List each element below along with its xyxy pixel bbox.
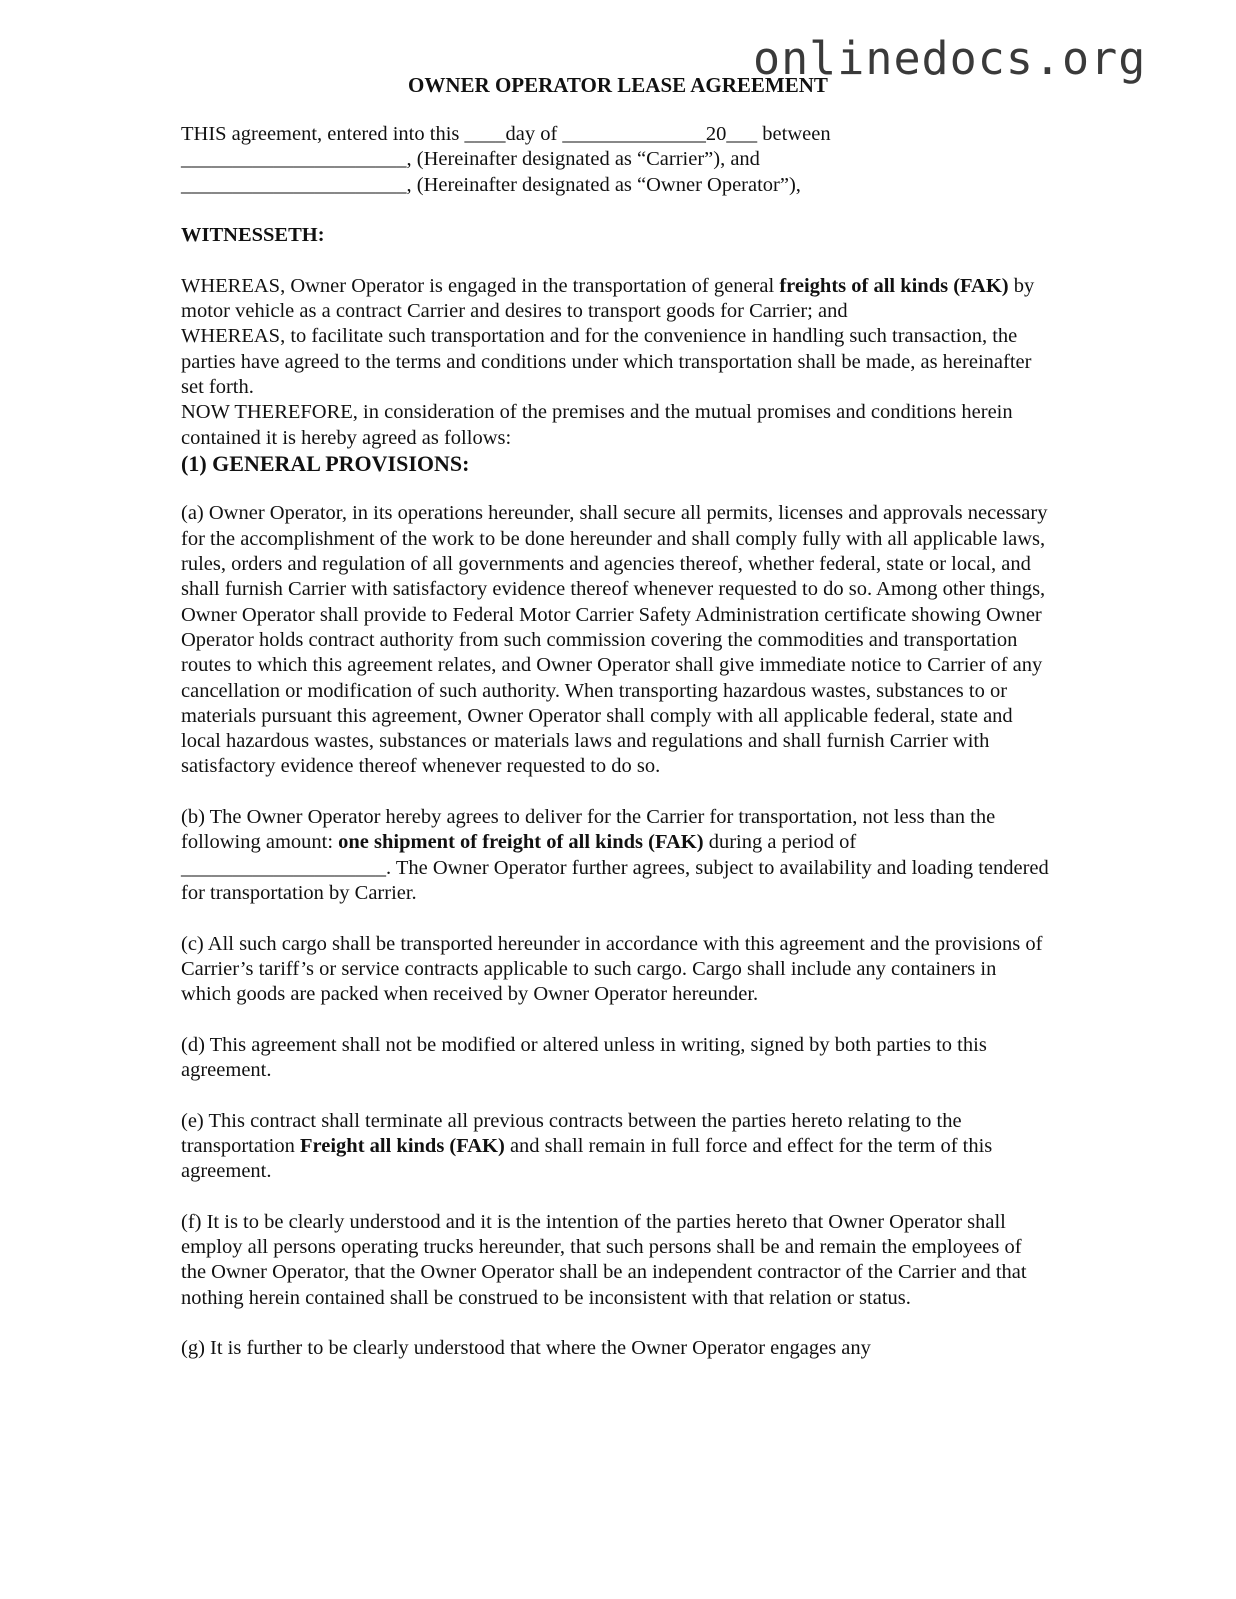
clause-f: (f) It is to be clearly understood and it is the intention of the parties hereto that Owner Operator shall employ all persons operating trucks hereunder, that such persons shall be and remain the employees of the Owner Operator, that the Owner Operator shall be an independent contractor of the Carrier and that nothing herein contained shall be construed to be inconsistent with that relation or status. [181, 1210, 1027, 1309]
clause-b: (b) The Owner Operator hereby agrees to deliver for the Carrier for transportation, not less than the following amount: one shipment of freight of all kinds (FAK) during a period of ____________________. The Owner Operator further agrees, subject to availability and loading tendered for transportation by Carrier. [181, 806, 1049, 904]
clause-c: (c) All such cargo shall be transported hereunder in accordance with this agreement and the provisions of Carrier’s tariff’s or service contracts applicable to such cargo. Cargo shall include any containers in which goods are packed when received by Owner Operator hereunder. [181, 932, 1043, 1006]
section-heading-general-provisions: (1) GENERAL PROVISIONS: [181, 450, 470, 476]
clause-g: (g) It is further to be clearly understood that where the Owner Operator engages any [181, 1337, 871, 1360]
preamble-line-2: ______________________, (Hereinafter designated as “Carrier”), and [181, 148, 760, 171]
fak-term: freights of all kinds (FAK) [779, 274, 1009, 297]
recital-whereas-1: WHEREAS, Owner Operator is engaged in the transportation of general freights of all kinds (FAK) by motor vehicle as a contract Carrier and desires to transport goods for Carrier; and [181, 274, 1035, 323]
preamble [181, 122, 1051, 198]
clause-d: (d) This agreement shall not be modified or altered unless in writing, signed by both parties to this agreement. [181, 1033, 987, 1081]
clause-e: (e) This contract shall terminate all previous contracts between the parties hereto relating to the transportation Freight all kinds (FAK) and shall remain in full force and effect for the term of this agreement. [181, 1109, 993, 1183]
recital-now-therefore: NOW THEREFORE, in consideration of the premises and the mutual promises and conditions herein contained it is hereby agreed as follows: [181, 401, 1013, 449]
shipment-term: one shipment of freight of all kinds (FAK) [338, 831, 704, 854]
document-body [181, 122, 1051, 1362]
recital-whereas-2: WHEREAS, to facilitate such transportation and for the convenience in handling such transaction, the parties have agreed to the terms and conditions under which transportation shall be made, as hereinafter set forth. [181, 325, 1032, 398]
site-watermark: onlinedocs.org [753, 32, 1147, 85]
clause-a: (a) Owner Operator, in its operations hereunder, shall secure all permits, licenses and approvals necessary for the accomplishment of the work to be done hereunder and shall comply fully with all applicable laws, rules, orders and regulation of all governments and agencies thereof, whether federal, state or local, and shall furnish Carrier with satisfactory evidence thereof whenever requested to do so. Among other things, Owner Operator shall provide to Federal Motor Carrier Safety Administration certificate showing Owner Operator holds contract authority from such commission covering the commodities and transportation routes to which this agreement relates, and Owner Operator shall give immediate notice to Carrier of any cancellation or modification of such authority. When transporting hazardous wastes, substances to or materials pursuant this agreement, Owner Operator shall comply with all applicable federal, state and local hazardous wastes, substances or materials laws and regulations and shall furnish Carrier with satisfactory evidence thereof whenever requested to do so. [181, 502, 1048, 778]
witnesseth-heading: WITNESSETH: [181, 224, 325, 247]
preamble-line-3: ______________________, (Hereinafter designated as “Owner Operator”), [181, 173, 801, 196]
fak-term: Freight all kinds (FAK) [300, 1134, 505, 1157]
preamble-line-1: THIS agreement, entered into this ____day of ______________20___ between [181, 123, 831, 145]
document-title: OWNER OPERATOR LEASE AGREEMENT [408, 73, 828, 97]
